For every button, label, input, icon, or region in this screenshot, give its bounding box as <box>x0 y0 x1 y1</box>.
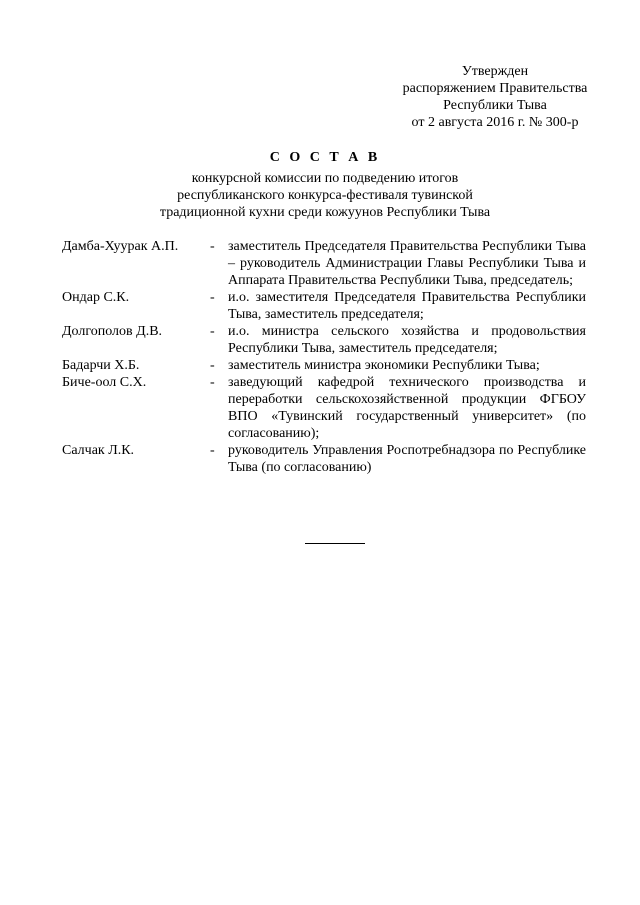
member-row <box>62 238 586 289</box>
member-dash: - <box>210 324 215 339</box>
member-dash: - <box>210 290 215 305</box>
member-dash: - <box>210 443 215 458</box>
subtitle-line-2: республиканского конкурса-фестиваля тувинской <box>177 188 473 203</box>
member-dash: - <box>210 358 215 373</box>
member-position: и.о. министра сельского хозяйства и продовольствия Республики Тыва, заместитель председателя; <box>228 324 586 356</box>
document-title: С О С Т А В <box>269 150 381 165</box>
end-of-document-rule <box>305 543 365 544</box>
member-row <box>62 323 586 357</box>
member-name: Долгополов Д.В. <box>62 324 163 339</box>
member-row <box>62 357 586 374</box>
member-position: заместитель министра экономики Республики Тыва; <box>228 358 540 373</box>
member-dash: - <box>210 375 215 390</box>
subtitle-line-3: традиционной кухни среди кожуунов Республики Тыва <box>159 205 491 220</box>
member-name: Салчак Л.К. <box>62 443 135 458</box>
member-dash: - <box>210 239 215 254</box>
approval-line-order: распоряжением Правительства <box>402 81 588 96</box>
member-name: Ондар С.К. <box>62 290 130 305</box>
document-subtitle <box>60 170 590 221</box>
commission-members-list <box>62 238 586 476</box>
member-position: заведующий кафедрой технического производства и переработки сельскохозяйственной продукции ФГБОУ ВПО «Тувинский государственный университет» (по согласованию); <box>228 375 586 441</box>
document-heading <box>60 149 590 221</box>
approval-stamp <box>380 63 610 131</box>
member-position: руководитель Управления Роспотребнадзора по Республике Тыва (по согласованию) <box>228 443 586 475</box>
approval-line-republic: Республики Тыва <box>443 98 547 113</box>
member-row <box>62 442 586 476</box>
member-row <box>62 374 586 442</box>
member-position: заместитель Председателя Правительства Республики Тыва – руководитель Администрации Главы Республики Тыва и Аппарата Правительства Республики Тыва, председатель; <box>228 239 586 288</box>
subtitle-line-1: конкурсной комиссии по подведению итогов <box>191 171 459 186</box>
approval-line-approved: Утвержден <box>461 64 529 79</box>
member-position: и.о. заместителя Председателя Правительства Республики Тыва, заместитель председателя; <box>228 290 586 322</box>
member-name: Бадарчи Х.Б. <box>62 358 140 373</box>
member-name: Дамба-Хуурак А.П. <box>62 239 179 254</box>
member-row <box>62 289 586 323</box>
approval-line-date: от 2 августа 2016 г. № 300-р <box>411 115 579 130</box>
member-name: Биче-оол С.Х. <box>62 375 147 390</box>
